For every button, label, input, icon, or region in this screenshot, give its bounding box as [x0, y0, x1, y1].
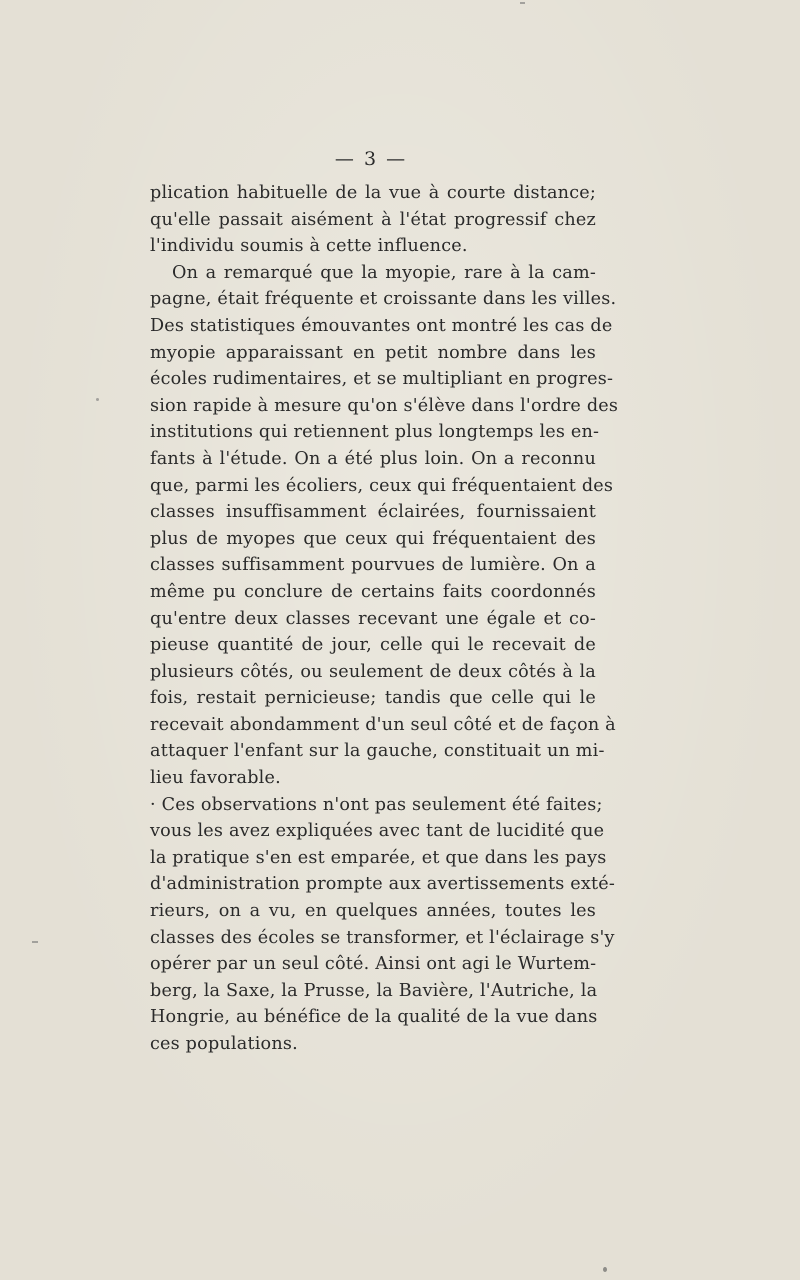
- text-line: plus de myopes que ceux qui fréquentaient des: [150, 528, 596, 549]
- text-line: lieu favorable.: [150, 768, 281, 789]
- text-line: classes des écoles se transformer, et l'éclairage s'y: [150, 927, 615, 948]
- text-line: que, parmi les écoliers, ceux qui fréquentaient des: [150, 475, 614, 496]
- text-line: pieuse quantité de jour, celle qui le recevait de: [150, 635, 596, 656]
- text-line: sion rapide à mesure qu'on s'élève dans l'ordre des: [150, 395, 619, 416]
- page-number: — 3 —: [334, 148, 408, 170]
- text-line: pagne, était fréquente et croissante dans les villes.: [150, 289, 617, 310]
- text-line: opérer par un seul côté. Ainsi ont agi le Wurtem-: [150, 954, 597, 975]
- text-line: berg, la Saxe, la Prusse, la Bavière, l'Autriche, la: [150, 980, 598, 1001]
- text-line: myopie apparaissant en petit nombre dans les: [150, 342, 596, 363]
- text-line: Des statistiques émouvantes ont montré les cas de: [150, 315, 613, 336]
- text-line: · Ces observations n'ont pas seulement été faites;: [150, 794, 603, 815]
- paper-speck: [520, 2, 525, 4]
- text-line: Hongrie, au bénéfice de la qualité de la vue dans: [150, 1007, 598, 1028]
- text-line: écoles rudimentaires, et se multipliant en progres-: [150, 369, 614, 390]
- text-line: qu'entre deux classes recevant une égale et co-: [150, 608, 596, 629]
- text-line: attaquer l'enfant sur la gauche, constituait un mi-: [150, 741, 605, 762]
- body-text: [150, 180, 619, 1058]
- text-line: rieurs, on a vu, en quelques années, toutes les: [150, 901, 596, 922]
- text-line: institutions qui retiennent plus longtemps les en-: [150, 422, 600, 443]
- text-line: vous les avez expliquées avec tant de lucidité que: [150, 821, 605, 842]
- text-line: classes suffisamment pourvues de lumière. On a: [150, 555, 596, 576]
- text-line: classes insuffisamment éclairées, fournissaient: [150, 502, 596, 523]
- text-line: fants à l'étude. On a été plus loin. On a reconnu: [150, 448, 596, 469]
- text-line: d'administration prompte aux avertissements exté-: [150, 874, 616, 895]
- paper-speck: [32, 941, 38, 943]
- text-line: même pu conclure de certains faits coordonnés: [150, 581, 596, 602]
- text-line: plusieurs côtés, ou seulement de deux côtés à la: [150, 661, 596, 682]
- text-line: ces populations.: [150, 1034, 298, 1054]
- text-line: la pratique s'en est emparée, et que dans les pays: [150, 847, 607, 868]
- text-line: plication habituelle de la vue à courte distance;: [150, 183, 596, 203]
- text-line: fois, restait pernicieuse; tandis que celle qui le: [150, 688, 596, 709]
- text-line: recevait abondamment d'un seul côté et de façon à: [150, 714, 616, 735]
- paper-speck: [96, 398, 99, 401]
- paper-speck: [603, 1267, 607, 1272]
- text-line: l'individu soumis à cette influence.: [150, 236, 468, 257]
- text-line: qu'elle passait aisément à l'état progressif chez: [150, 209, 596, 230]
- text-line: On a remarqué que la myopie, rare à la cam-: [172, 262, 596, 283]
